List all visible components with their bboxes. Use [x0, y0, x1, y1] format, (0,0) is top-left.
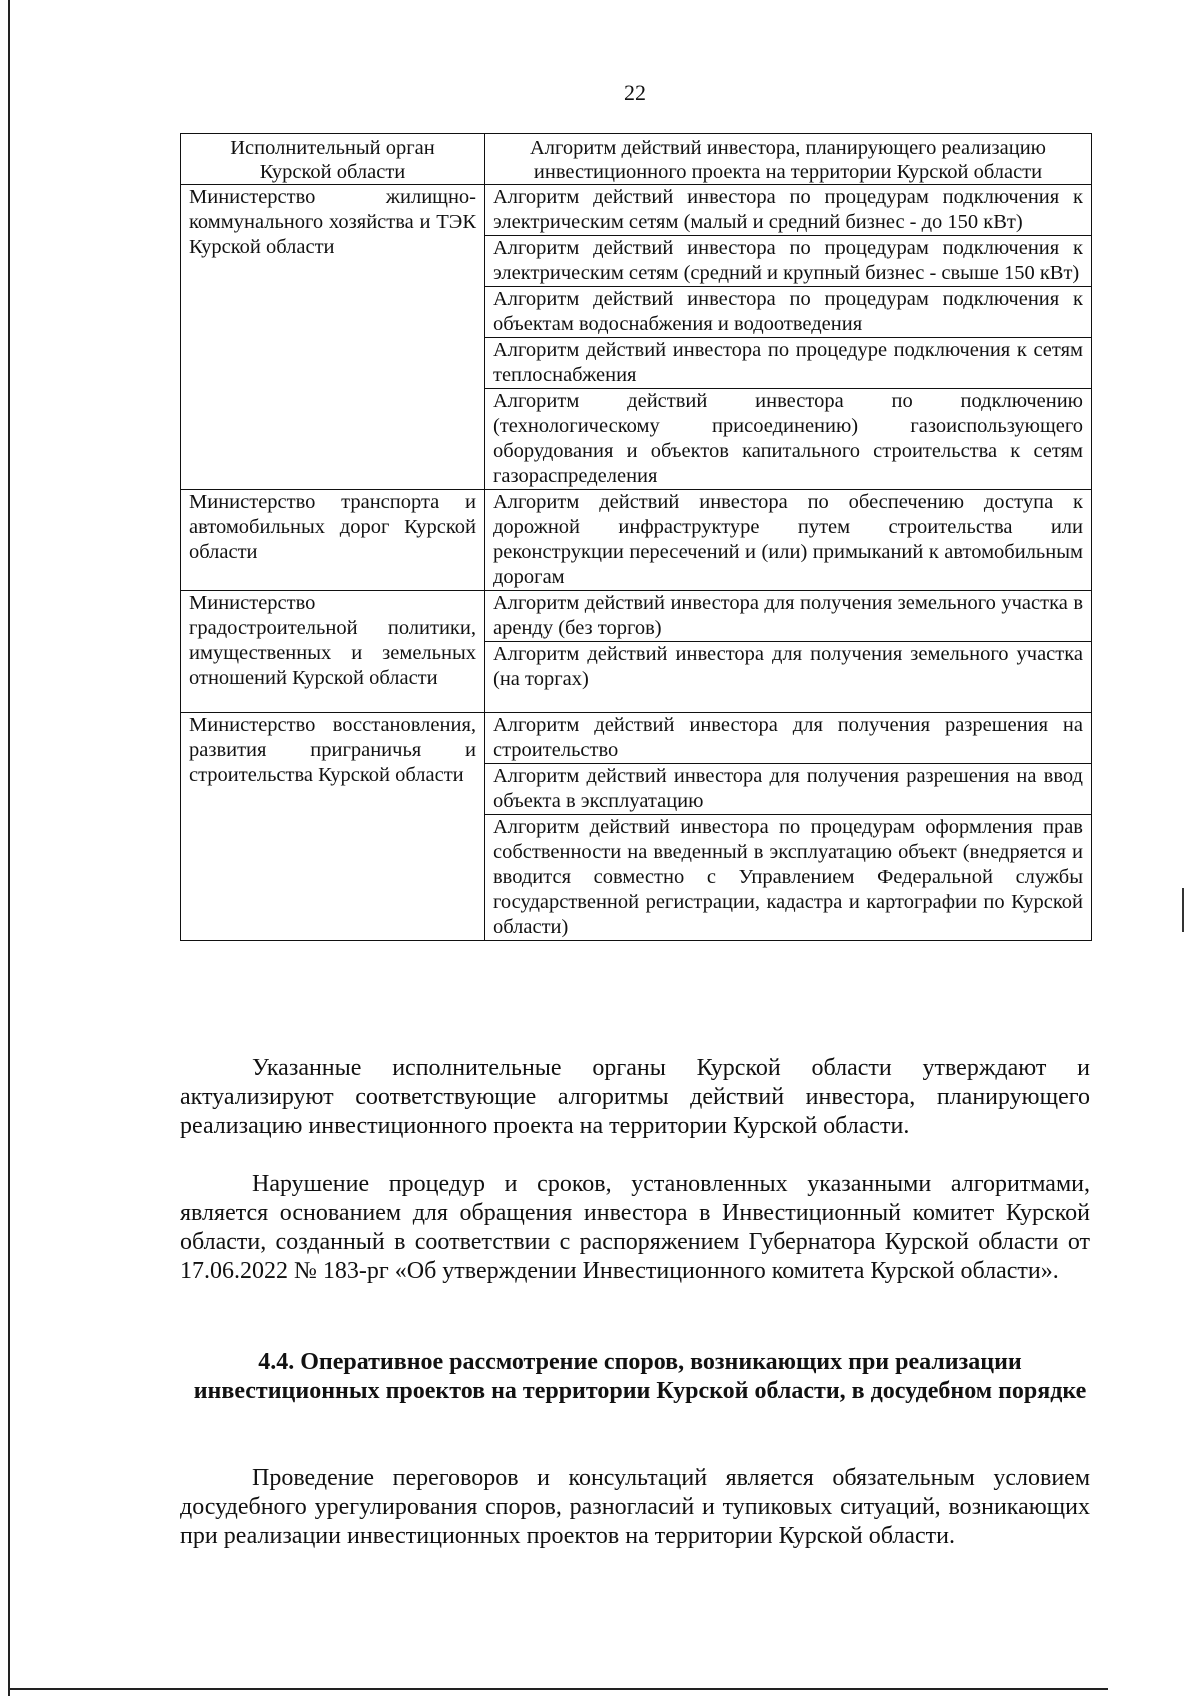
algorithm-cell: Алгоритм действий инвестора по процедурам подключения к электрическим сетям (средний и крупный бизнес - свыше 150 кВт)	[485, 236, 1092, 287]
algorithm-cell: Алгоритм действий инвестора для получения разрешения на строительство	[485, 713, 1092, 764]
organ-cell: Министерство транспорта и автомобильных дорог Курской области	[181, 490, 485, 591]
paragraph-violation: Нарушение процедур и сроков, установленных указанными алгоритмами, является основанием для обращения инвестора в Инвестиционный комитет Курской области, созданный в соответствии с распоряжением Губернатора Курской области от 17.06.2022 № 183-рг «Об утверждении Инвестиционного комитета Курской области».	[180, 1171, 1090, 1284]
section-title: 4.4. Оперативное рассмотрение споров, возникающих при реализации инвестиционных проектов на территории Курской области, в досудебном порядке	[193, 1349, 1087, 1404]
algorithm-cell: Алгоритм действий инвестора по процедурам подключения к электрическим сетям (малый и средний бизнес - до 150 кВт)	[485, 185, 1092, 236]
paragraph-approval: Указанные исполнительные органы Курской области утверждают и актуализируют соответствующие алгоритмы действий инвестора, планирующего реализацию инвестиционного проекта на территории Курской области.	[180, 1055, 1090, 1139]
algorithm-cell: Алгоритм действий инвестора по процедурам оформления прав собственности на введенный в эксплуатацию объект (внедряется и вводится совместно с Управлением Федеральной службы государственной регистрации, кадастра и картографии по Курской области)	[485, 815, 1092, 941]
page-number: 22	[624, 80, 646, 105]
algorithm-cell: Алгоритм действий инвестора для получения разрешения на ввод объекта в эксплуатацию	[485, 764, 1092, 815]
algorithm-cell: Алгоритм действий инвестора для получения земельного участка (на торгах)	[485, 642, 1092, 713]
algorithms-table	[180, 133, 1092, 941]
table-header-row	[181, 134, 1092, 185]
table-row	[181, 490, 1092, 591]
paragraph-negotiation: Проведение переговоров и консультаций является обязательным условием досудебного урегулирования споров, разногласий и тупиковых ситуаций, возникающих при реализации инвестиционных проектов на территории Курской области.	[180, 1465, 1090, 1549]
scan-edge-left	[8, 0, 10, 1696]
header-algorithm: Алгоритм действий инвестора, планирующего реализацию инвестиционного проекта на территории Курской области	[485, 134, 1092, 185]
algorithm-cell: Алгоритм действий инвестора по процедурам подключения к объектам водоснабжения и водоотведения	[485, 287, 1092, 338]
table-row	[181, 185, 1092, 236]
header-organ: Исполнительный орган Курской области	[181, 134, 485, 185]
organ-cell: Министерство восстановления, развития приграничья и строительства Курской области	[181, 713, 485, 941]
organ-cell: Министерство градостроительной политики, имущественных и земельных отношений Курской области	[181, 591, 485, 713]
algorithm-cell: Алгоритм действий инвестора для получения земельного участка в аренду (без торгов)	[485, 591, 1092, 642]
algorithm-cell: Алгоритм действий инвестора по обеспечению доступа к дорожной инфраструктуре путем строительства или реконструкции пересечений и (или) примыканий к автомобильным дорогам	[485, 490, 1092, 591]
table-row	[181, 713, 1092, 764]
scan-mark	[1182, 888, 1184, 932]
table-row	[181, 591, 1092, 642]
organ-cell: Министерство жилищно-коммунального хозяйства и ТЭК Курской области	[181, 185, 485, 490]
algorithm-cell: Алгоритм действий инвестора по подключению (технологическому присоединению) газоиспользующего оборудования и объектов капитального строительства к сетям газораспределения	[485, 389, 1092, 490]
scan-edge-bottom	[8, 1688, 1108, 1690]
algorithm-cell: Алгоритм действий инвестора по процедуре подключения к сетям теплоснабжения	[485, 338, 1092, 389]
